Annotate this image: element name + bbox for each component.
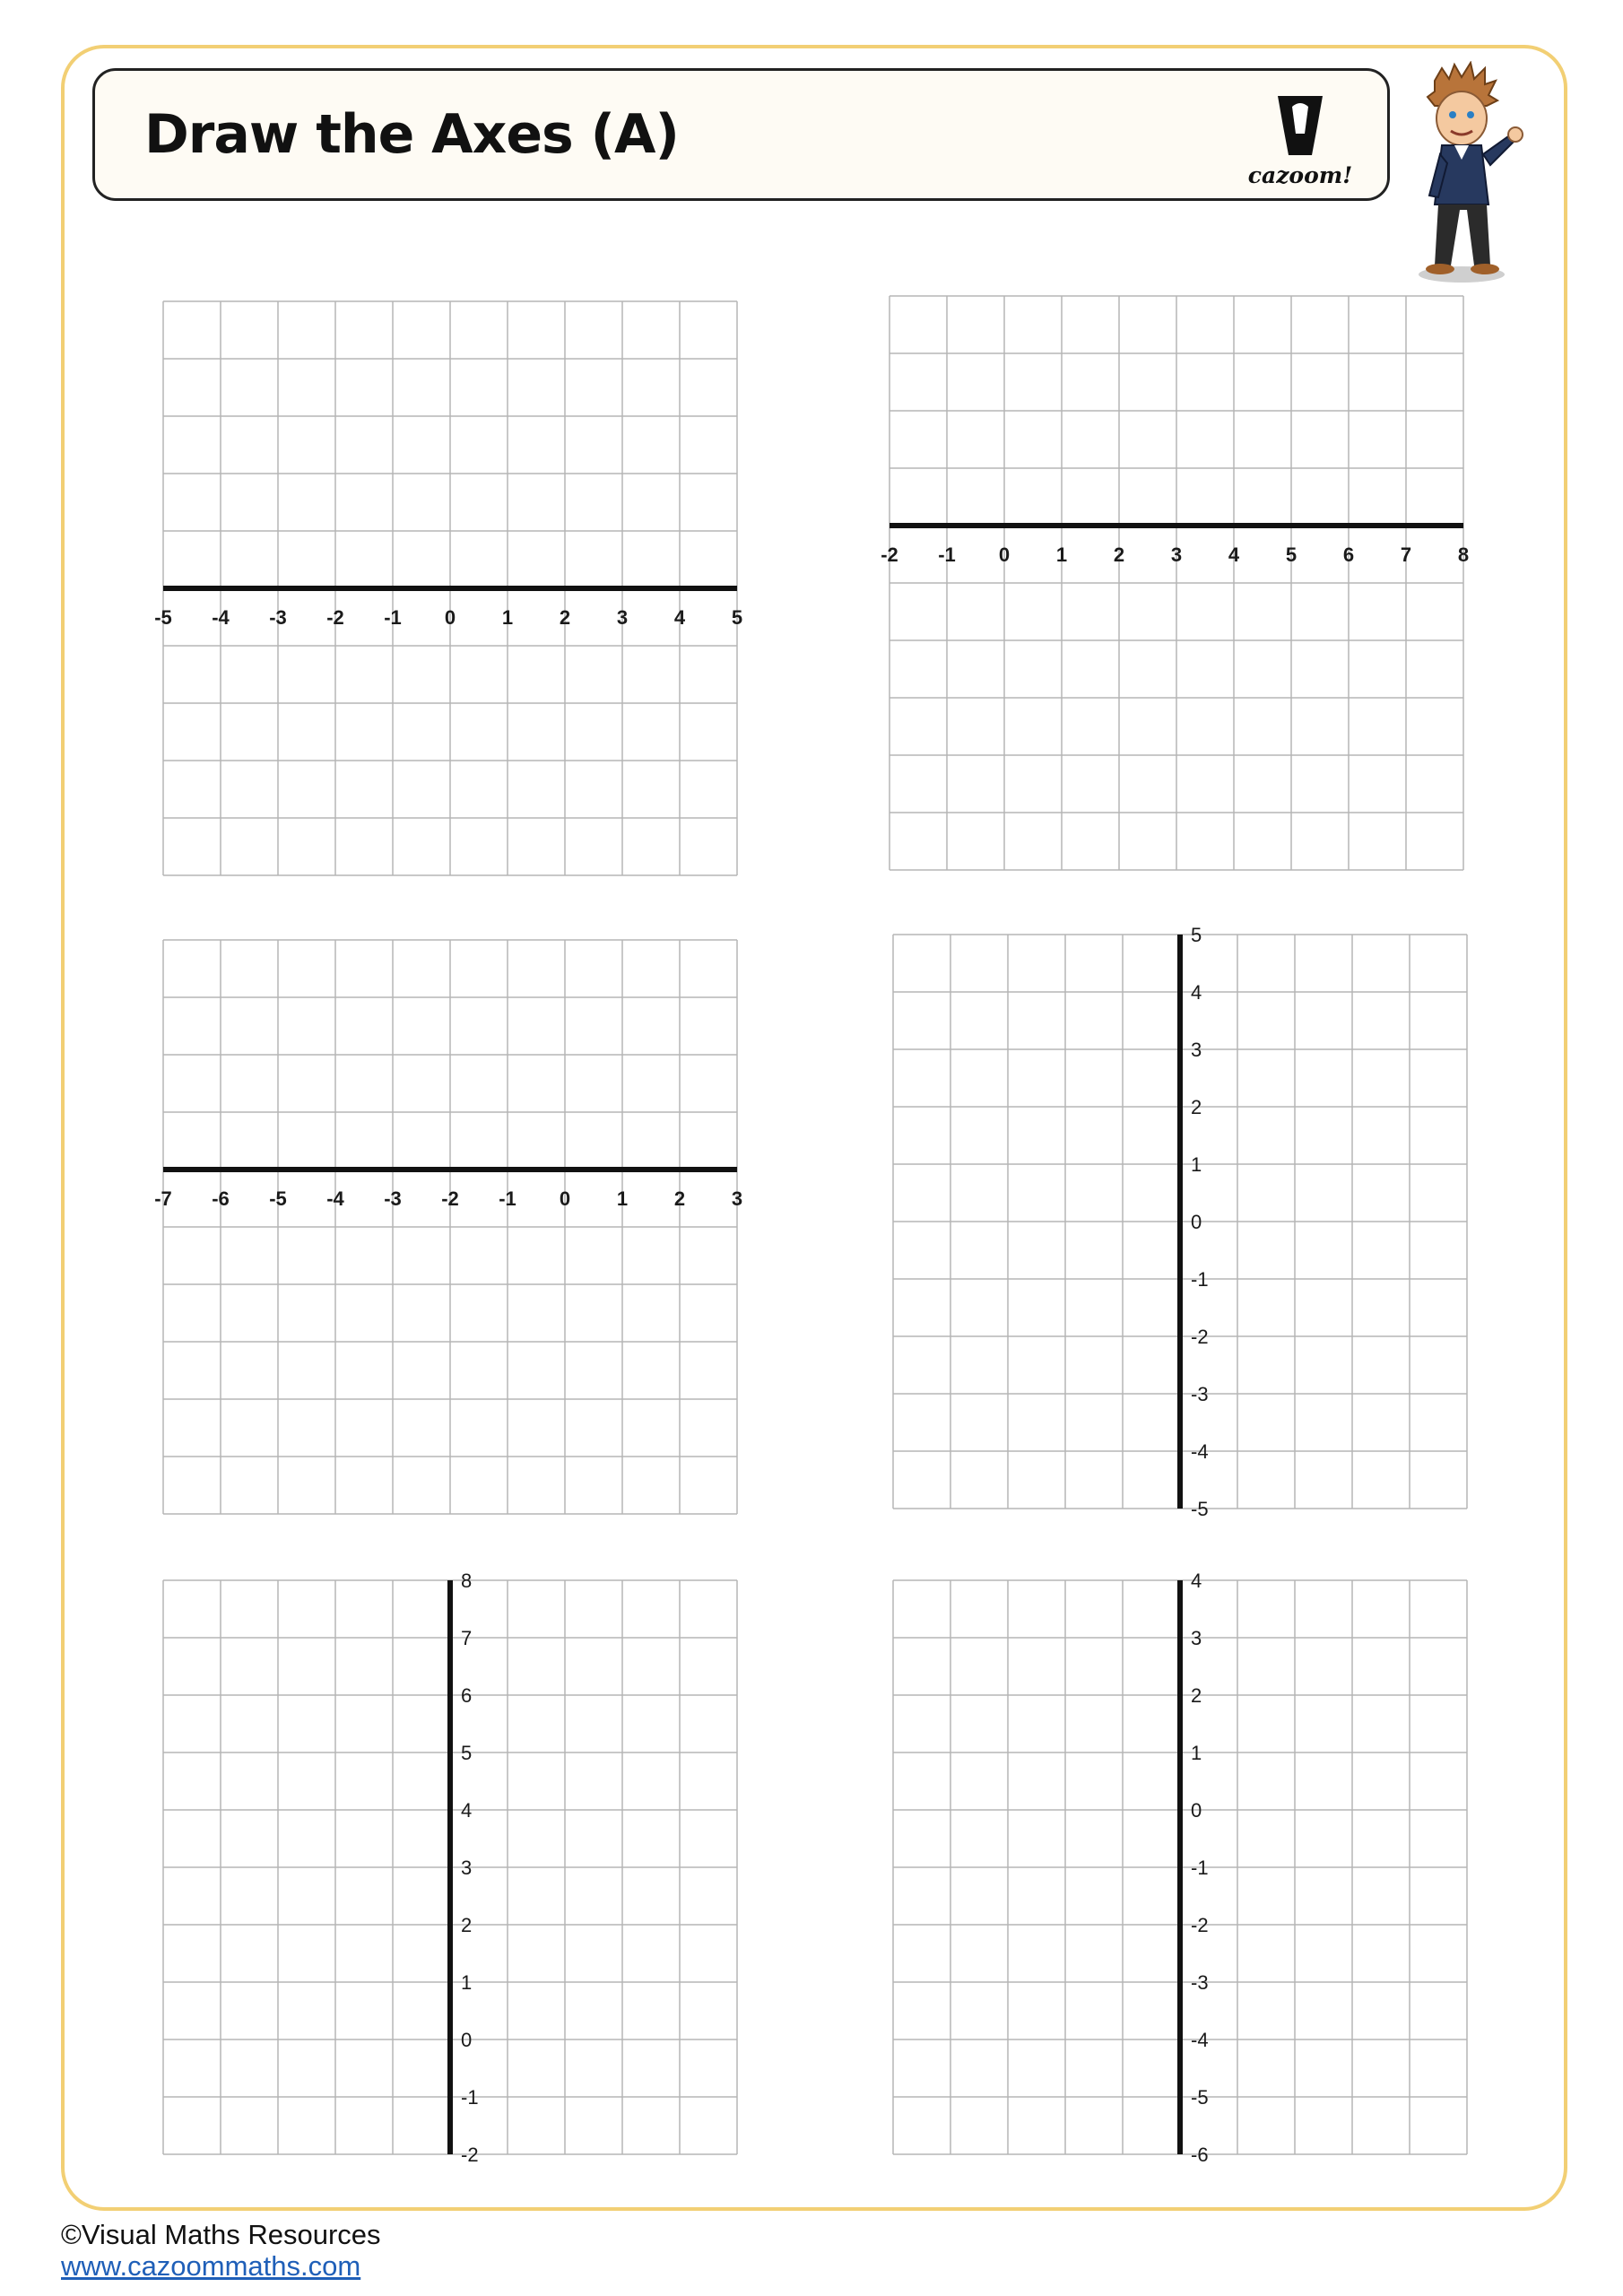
axis-tick-label: -1 xyxy=(938,544,956,566)
axis-tick-label: 0 xyxy=(444,606,456,629)
axis-tick-label: -4 xyxy=(212,606,230,629)
axis-tick-label: 1 xyxy=(1055,544,1068,566)
axis-tick-label: 3 xyxy=(1191,1039,1202,1061)
axis-tick-label: 0 xyxy=(1191,1211,1202,1233)
axis-tick-label: 4 xyxy=(673,606,686,629)
axis-tick-label: 0 xyxy=(1191,1799,1202,1822)
axis-grid-1 xyxy=(154,301,743,875)
copyright-text: ©Visual Maths Resources xyxy=(61,2219,381,2250)
axis-grid-6 xyxy=(893,1570,1467,2166)
axis-tick-label: -6 xyxy=(212,1187,230,1210)
axis-tick-label: -5 xyxy=(154,606,172,629)
logo-text: cazoom! xyxy=(1247,162,1353,188)
axis-tick-label: -2 xyxy=(461,2144,479,2166)
axis-tick-label: 2 xyxy=(1113,544,1125,566)
axis-tick-label: 6 xyxy=(1342,544,1355,566)
axis-tick-label: 3 xyxy=(731,1187,743,1210)
website-link[interactable]: www.cazoommaths.com xyxy=(61,2250,361,2282)
axis-tick-label: 0 xyxy=(461,2029,473,2051)
axis-tick-label: 0 xyxy=(559,1187,571,1210)
axis-tick-label: 4 xyxy=(1191,1570,1202,1592)
axis-tick-label: 7 xyxy=(461,1627,473,1649)
axis-tick-label: 1 xyxy=(616,1187,629,1210)
axis-tick-label: 4 xyxy=(461,1799,473,1822)
axis-tick-label: -5 xyxy=(1191,1498,1209,1520)
page-title: Draw the Axes (A) xyxy=(144,103,679,166)
axis-tick-label: -2 xyxy=(881,544,898,566)
cazoom-logo xyxy=(1242,91,1358,187)
axis-tick-label: 1 xyxy=(461,1971,473,1994)
axis-tick-label: -6 xyxy=(1191,2144,1209,2166)
axis-tick-label: -2 xyxy=(1191,1326,1209,1348)
axis-tick-label: 8 xyxy=(1457,544,1470,566)
axis-tick-label: 4 xyxy=(1228,544,1240,566)
axis-tick-label: 2 xyxy=(461,1914,473,1936)
axis-tick-label: -4 xyxy=(326,1187,344,1210)
axis-tick-label: 4 xyxy=(1191,981,1202,1004)
axis-tick-label: -3 xyxy=(384,1187,402,1210)
axis-tick-label: 0 xyxy=(998,544,1011,566)
axis-grid-5 xyxy=(163,1570,737,2166)
axis-tick-label: -5 xyxy=(269,1187,287,1210)
title-banner xyxy=(92,68,1390,201)
axis-tick-label: -3 xyxy=(269,606,287,629)
axis-tick-label: 5 xyxy=(461,1742,473,1764)
axis-tick-label: 1 xyxy=(1191,1153,1202,1176)
axis-tick-label: 3 xyxy=(1191,1627,1202,1649)
axis-grid-2 xyxy=(881,296,1470,870)
axis-tick-label: -4 xyxy=(1191,1440,1209,1463)
axis-tick-label: 3 xyxy=(616,606,629,629)
axis-tick-label: -2 xyxy=(441,1187,459,1210)
axis-tick-label: -5 xyxy=(1191,2086,1209,2109)
axis-tick-label: 3 xyxy=(461,1857,473,1879)
axis-tick-label: -1 xyxy=(1191,1857,1209,1879)
footer xyxy=(61,2219,381,2282)
axis-grid-4 xyxy=(893,924,1467,1520)
axis-tick-label: 6 xyxy=(461,1684,473,1707)
axis-tick-label: 2 xyxy=(1191,1684,1202,1707)
axis-tick-label: -2 xyxy=(1191,1914,1209,1936)
axis-tick-label: -1 xyxy=(1191,1268,1209,1291)
axis-tick-label: -1 xyxy=(384,606,402,629)
axis-tick-label: -7 xyxy=(154,1187,172,1210)
axis-tick-label: 1 xyxy=(501,606,514,629)
axis-tick-label: 2 xyxy=(559,606,571,629)
axis-tick-label: 7 xyxy=(1400,544,1412,566)
axis-tick-label: 5 xyxy=(1285,544,1298,566)
axis-tick-label: 2 xyxy=(673,1187,686,1210)
cartoon-boy-mascot xyxy=(1408,61,1542,285)
axis-tick-label: -1 xyxy=(461,2086,479,2109)
axis-tick-label: 8 xyxy=(461,1570,473,1592)
axis-tick-label: -3 xyxy=(1191,1971,1209,1994)
axis-tick-label: -3 xyxy=(1191,1383,1209,1405)
logo-glass-icon xyxy=(1242,91,1358,162)
axis-tick-label: -1 xyxy=(499,1187,516,1210)
axis-grid-3 xyxy=(154,940,743,1514)
axis-tick-label: 5 xyxy=(1191,924,1202,946)
axis-tick-label: -4 xyxy=(1191,2029,1209,2051)
axis-tick-label: 3 xyxy=(1170,544,1183,566)
axis-tick-label: -2 xyxy=(326,606,344,629)
axis-tick-label: 5 xyxy=(731,606,743,629)
axis-tick-label: 2 xyxy=(1191,1096,1202,1118)
axis-tick-label: 1 xyxy=(1191,1742,1202,1764)
